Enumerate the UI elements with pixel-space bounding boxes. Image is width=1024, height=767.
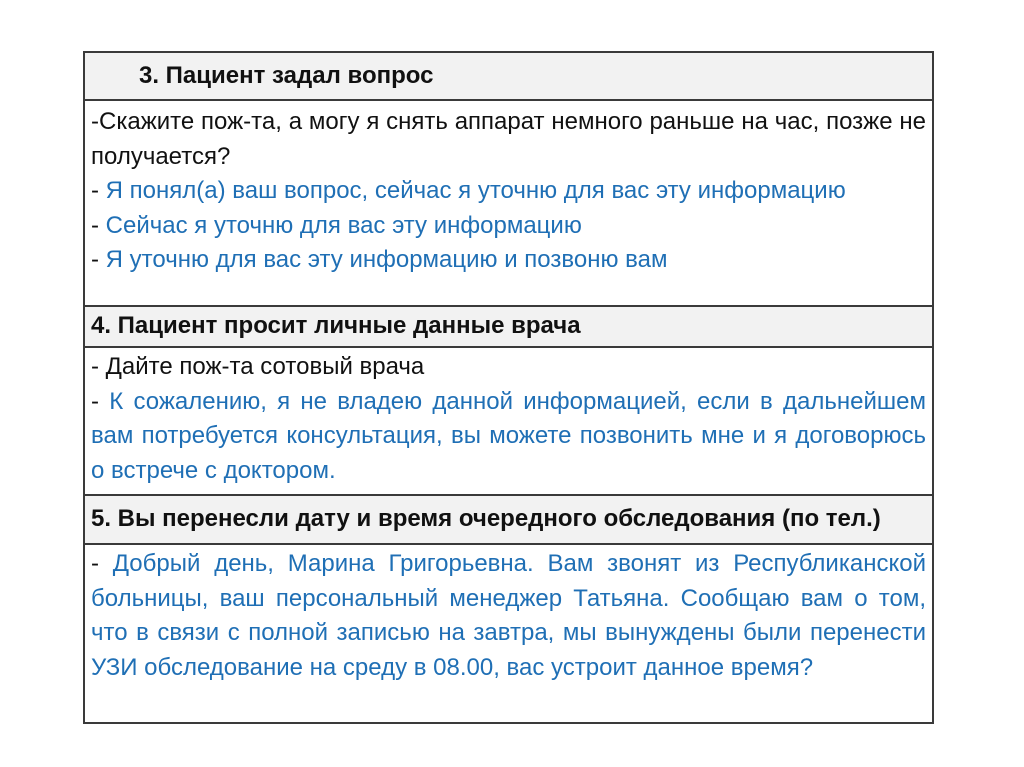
section-3-header-row — [84, 52, 933, 100]
answer-text: К сожалению, я не владею данной информацией, если в дальнейшем вам потребуется консультация, вы можете позвонить мне и я договорюсь о встрече с доктором. — [91, 387, 926, 484]
answer-item — [91, 243, 926, 278]
answer-item — [91, 547, 926, 685]
patient-question-text: -Скажите пож-та, а могу я снять аппарат немного раньше на час, позже не получается? — [91, 108, 926, 170]
answer-text: Я понял(а) ваш вопрос, сейчас я уточню для вас эту информацию — [105, 177, 846, 204]
section-3-body-row — [84, 100, 933, 306]
section-3-body — [84, 100, 933, 306]
patient-request-text: Дайте пож-та сотовый врача — [105, 353, 425, 380]
answer-bullet: - — [91, 387, 110, 415]
answer-text: Добрый день, Марина Григорьевна. Вам звонят из Республиканской больницы, ваш персональный менеджер Татьяна. Сообщаю вам о том, что в связи с полной записью на завтра, мы вынуждены были перенести УЗИ обследование на среду в 08.00, вас устроит данное время? — [91, 550, 926, 681]
answer-text: Я уточню для вас эту информацию и позвоню вам — [105, 246, 668, 273]
section-4-body-row — [84, 347, 933, 495]
request-bullet: - — [91, 353, 106, 380]
answer-bullet: - — [91, 550, 113, 577]
section-5-header-row — [84, 495, 933, 544]
section-4-heading: 4. Пациент просит личные данные врача — [84, 306, 933, 347]
answer-text: Сейчас я уточню для вас эту информацию — [105, 211, 582, 239]
section-5-heading: 5. Вы перенесли дату и время очередного обследования (по тел.) — [84, 495, 933, 544]
section-3-heading: 3. Пациент задал вопрос — [84, 52, 933, 100]
answer-bullet: - — [91, 246, 106, 273]
answer-bullet: - — [91, 211, 106, 239]
section-5-body — [84, 544, 933, 723]
dialogue-script-table — [83, 51, 934, 724]
section-5-body-row — [84, 544, 933, 723]
answer-item — [91, 385, 926, 489]
section-4-header-row — [84, 306, 933, 347]
section-4-body — [84, 347, 933, 495]
answer-item — [91, 209, 926, 244]
answer-bullet: - — [91, 177, 106, 204]
answer-item — [91, 174, 926, 209]
patient-request-item — [91, 350, 926, 385]
